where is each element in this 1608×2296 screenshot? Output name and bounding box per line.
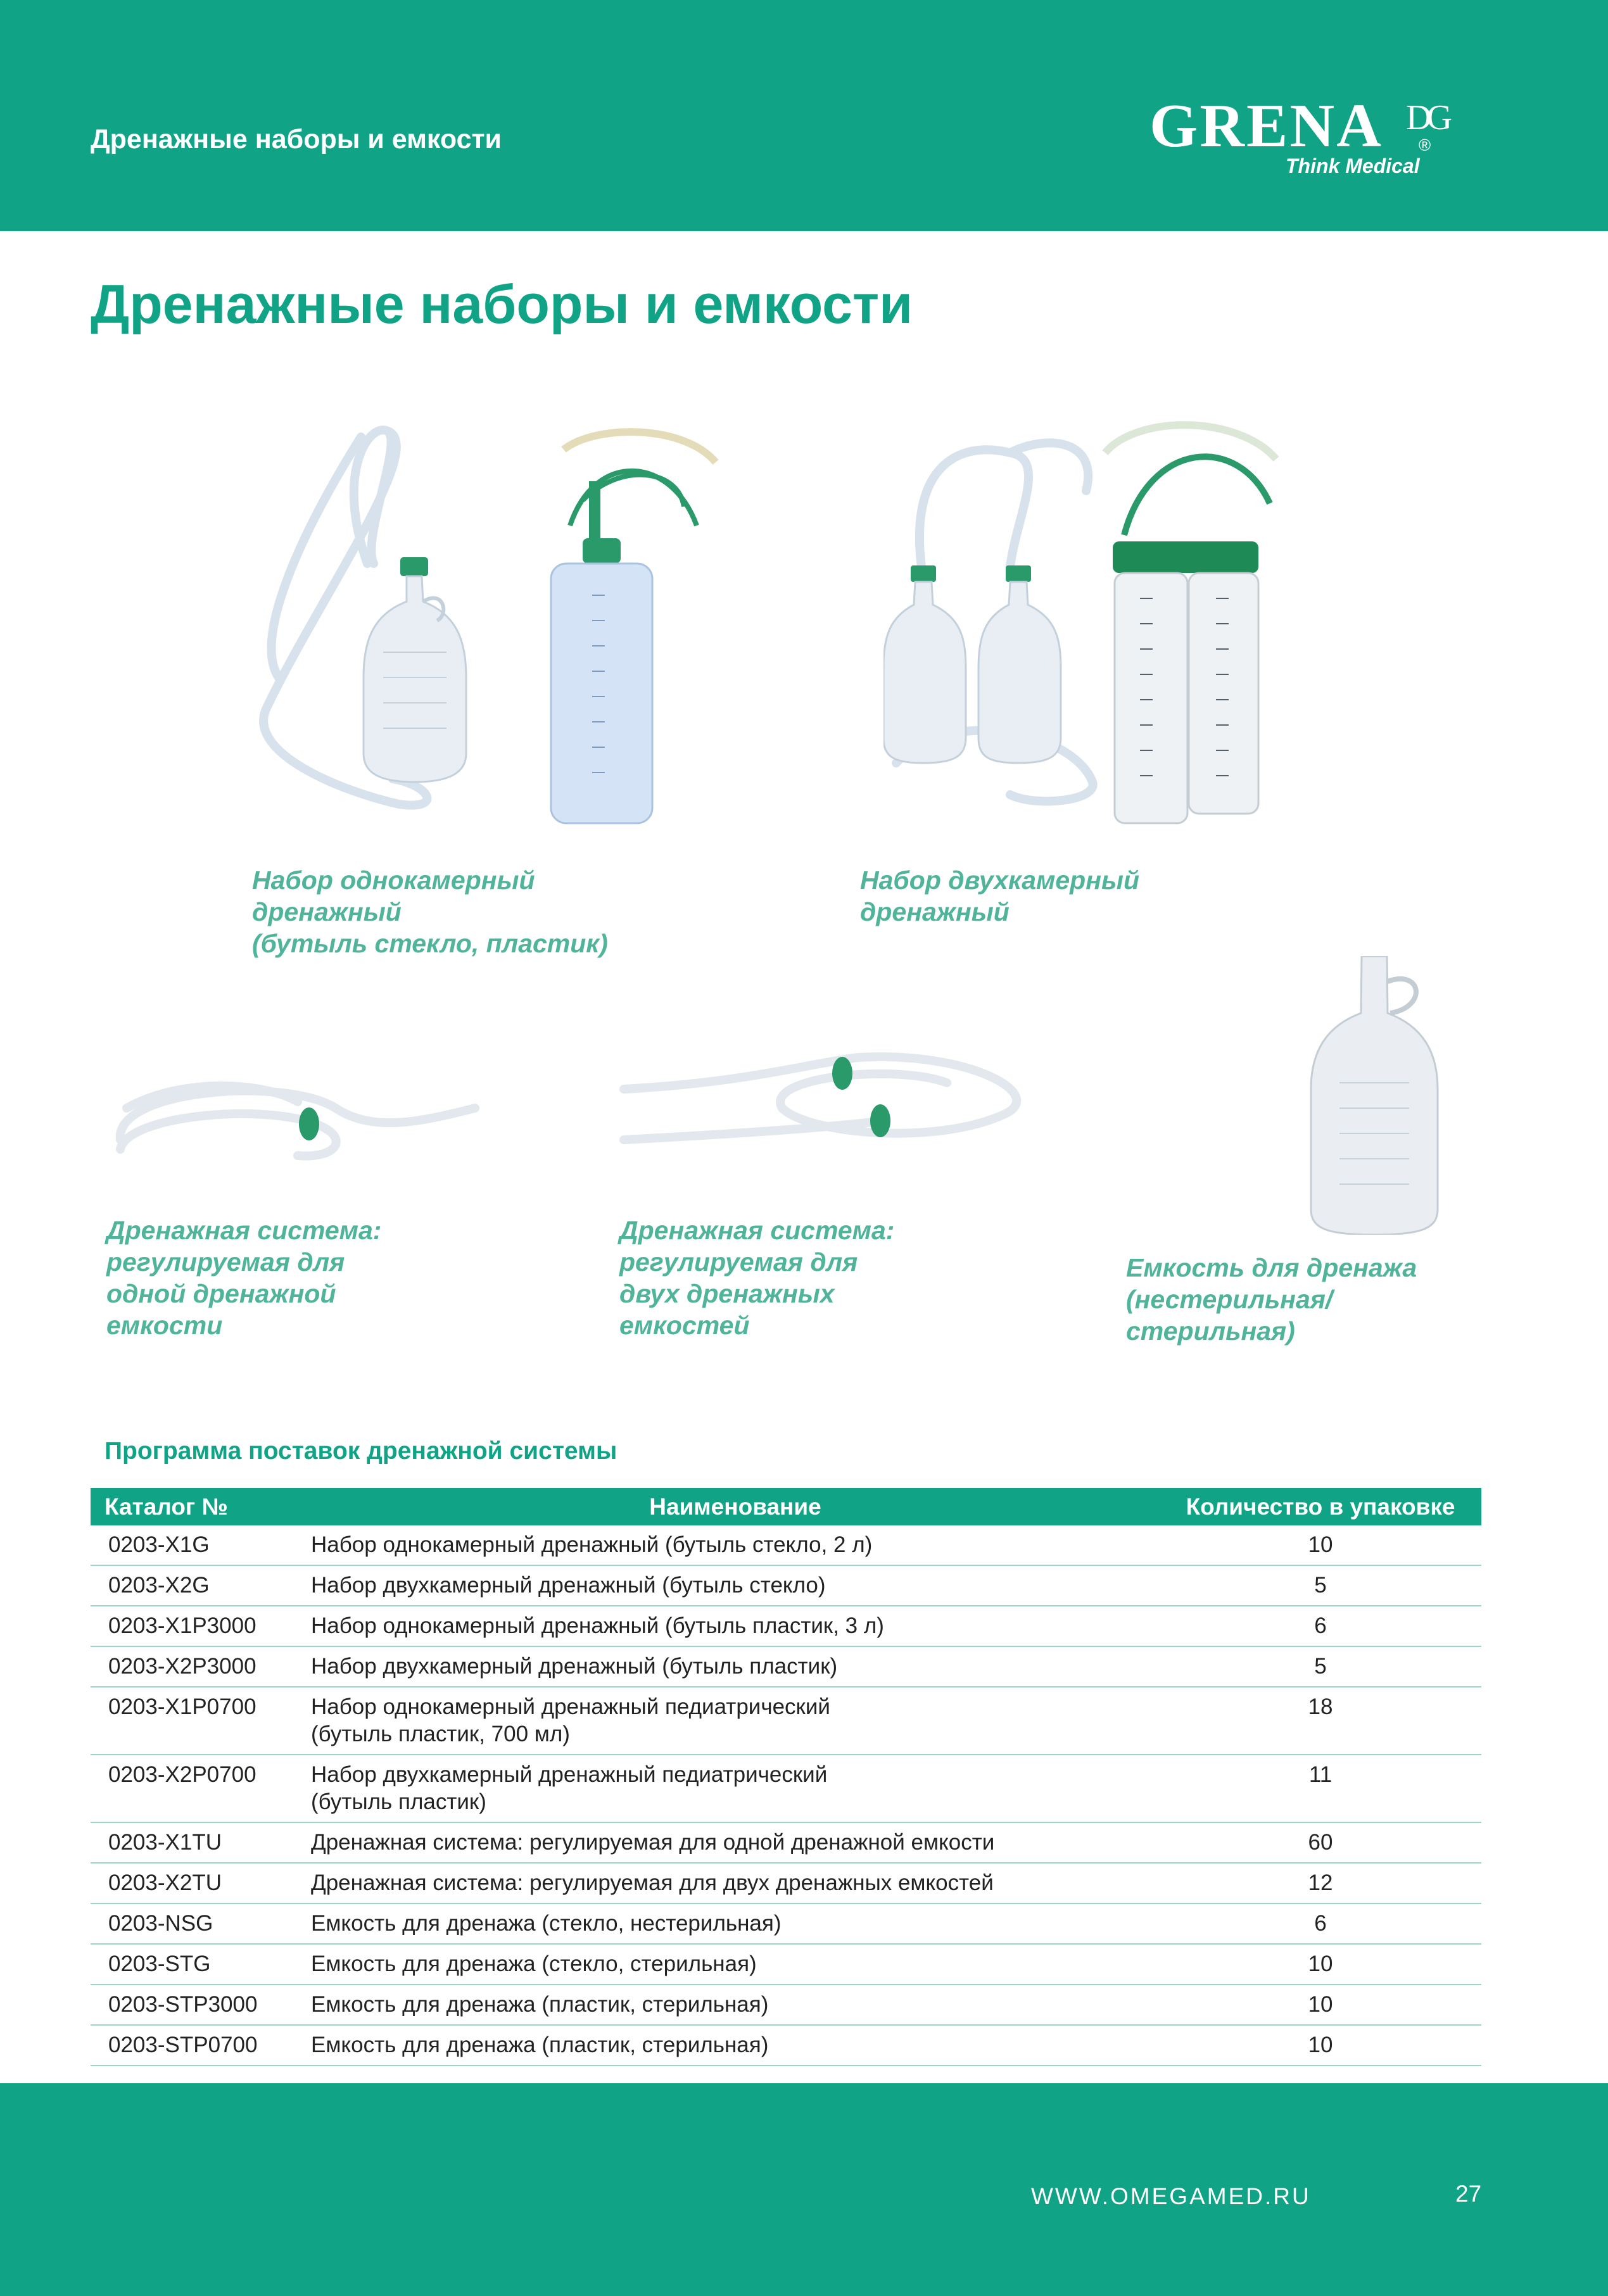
catalog-number: 0203-X2TU <box>91 1863 311 1903</box>
grena-logo <box>1149 92 1479 184</box>
catalog-number: 0203-NSG <box>91 1903 311 1944</box>
pack-quantity: 6 <box>1160 1903 1481 1944</box>
table-row <box>91 1525 1481 1565</box>
glass-bottle-2 <box>978 582 1061 763</box>
pack-quantity: 5 <box>1160 1565 1481 1606</box>
table-row <box>91 1687 1481 1755</box>
regulator-clamp <box>299 1107 319 1140</box>
product-name: Набор однокамерный дренажный (бутыль стекло, 2 л) <box>311 1525 1160 1565</box>
table-row <box>91 1606 1481 1646</box>
table-body <box>91 1525 1481 2066</box>
pack-quantity: 60 <box>1160 1822 1481 1863</box>
footer-band <box>0 2083 1608 2296</box>
pack-quantity: 11 <box>1160 1755 1481 1822</box>
catalog-number: 0203-STP0700 <box>91 2025 311 2066</box>
table-row <box>91 1863 1481 1903</box>
table-row <box>91 1755 1481 1822</box>
table-row <box>91 1944 1481 1984</box>
catalog-number: 0203-X1P0700 <box>91 1687 311 1755</box>
product-name: Набор однокамерный дренажный педиатрический (бутыль пластик, 700 мл) <box>311 1687 1160 1755</box>
catalog-number: 0203-X2G <box>91 1565 311 1606</box>
product-photo-single-chamber-set <box>241 412 735 829</box>
bottle-cap-2 <box>1006 565 1031 582</box>
caption-tubing-one-container: Дренажная система: регулируемая для одной дренажной емкости <box>106 1216 382 1340</box>
logo-wordmark: GRENA <box>1149 92 1383 160</box>
pack-quantity: 6 <box>1160 1606 1481 1646</box>
plastic-bottle-cap <box>583 538 621 564</box>
plastic-bottle-right <box>1189 573 1258 814</box>
catalog-number: 0203-STP3000 <box>91 1984 311 2025</box>
product-photo-tubing-two-containers <box>617 1038 1035 1171</box>
product-name: Набор двухкамерный дренажный педиатрический (бутыль пластик) <box>311 1755 1160 1822</box>
regulator-clamp-2 <box>870 1104 890 1137</box>
product-name: Емкость для дренажа (стекло, нестерильная) <box>311 1903 1160 1944</box>
caption-drainage-container: Емкость для дренажа (нестерильная/ стерильная) <box>1126 1253 1417 1346</box>
table-row <box>91 1565 1481 1606</box>
bottle-cap <box>400 557 428 576</box>
table-row <box>91 2025 1481 2066</box>
page-number: 27 <box>1455 2181 1482 2207</box>
caption-two-chamber-set: Набор двухкамерный дренажный <box>860 866 1140 926</box>
pack-quantity: 10 <box>1160 2025 1481 2066</box>
header-section-title: Дренажные наборы и емкости <box>91 124 502 155</box>
glass-bottle-1 <box>883 582 966 763</box>
product-name: Набор двухкамерный дренажный (бутыль пластик) <box>311 1646 1160 1687</box>
catalog-number: 0203-X1TU <box>91 1822 311 1863</box>
column-header-quantity: Количество в упаковке <box>1160 1488 1481 1525</box>
logo-tagline: Think Medical <box>1286 155 1420 177</box>
logo-dg-mark: DG <box>1406 98 1447 137</box>
glass-container <box>1311 956 1438 1235</box>
product-name: Набор однокамерный дренажный (бутыль пластик, 3 л) <box>311 1606 1160 1646</box>
pack-quantity: 18 <box>1160 1687 1481 1755</box>
registered-mark: ® <box>1419 136 1431 155</box>
pack-quantity: 5 <box>1160 1646 1481 1687</box>
caption-single-chamber-set: Набор однокамерный дренажный (бутыль стекло, пластик) <box>252 866 608 958</box>
product-name: Дренажная система: регулируемая для одной дренажной емкости <box>311 1822 1160 1863</box>
product-photo-drainage-container <box>1295 956 1441 1235</box>
regulator-clamp-1 <box>832 1057 852 1090</box>
glass-bottle <box>364 576 466 782</box>
double-bottle-lid <box>1113 541 1258 573</box>
catalog-number: 0203-STG <box>91 1944 311 1984</box>
pack-quantity: 10 <box>1160 1944 1481 1984</box>
product-name: Емкость для дренажа (стекло, стерильная) <box>311 1944 1160 1984</box>
column-header-name: Наименование <box>311 1488 1160 1525</box>
table-heading: Программа поставок дренажной системы <box>104 1437 617 1465</box>
table-row <box>91 1822 1481 1863</box>
column-header-catalog: Каталог № <box>91 1488 311 1525</box>
product-name: Дренажная система: регулируемая для двух дренажных емкостей <box>311 1863 1160 1903</box>
pack-quantity: 12 <box>1160 1863 1481 1903</box>
catalog-number: 0203-X1P3000 <box>91 1606 311 1646</box>
product-name: Емкость для дренажа (пластик, стерильная) <box>311 2025 1160 2066</box>
table-row <box>91 1646 1481 1687</box>
plastic-bottle <box>551 564 652 823</box>
product-photo-two-chamber-set <box>883 415 1289 826</box>
footer-website-url[interactable]: WWW.OMEGAMED.RU <box>1031 2183 1311 2209</box>
table-row <box>91 1903 1481 1944</box>
catalog-number: 0203-X1G <box>91 1525 311 1565</box>
product-name: Набор двухкамерный дренажный (бутыль стекло) <box>311 1565 1160 1606</box>
page-title: Дренажные наборы и емкости <box>91 274 913 335</box>
caption-tubing-two-containers: Дренажная система: регулируемая для двух дренажных емкостей <box>619 1216 895 1340</box>
table-row <box>91 1984 1481 2025</box>
supply-table <box>91 1488 1481 2066</box>
pack-quantity: 10 <box>1160 1525 1481 1565</box>
catalog-number: 0203-X2P0700 <box>91 1755 311 1822</box>
plastic-bottle-left <box>1115 573 1187 823</box>
catalog-number: 0203-X2P3000 <box>91 1646 311 1687</box>
bottle-cap-1 <box>911 565 936 582</box>
product-name: Емкость для дренажа (пластик, стерильная) <box>311 1984 1160 2025</box>
table-header-row <box>91 1488 1481 1525</box>
product-photo-tubing-one-container <box>108 1038 488 1171</box>
pack-quantity: 10 <box>1160 1984 1481 2025</box>
